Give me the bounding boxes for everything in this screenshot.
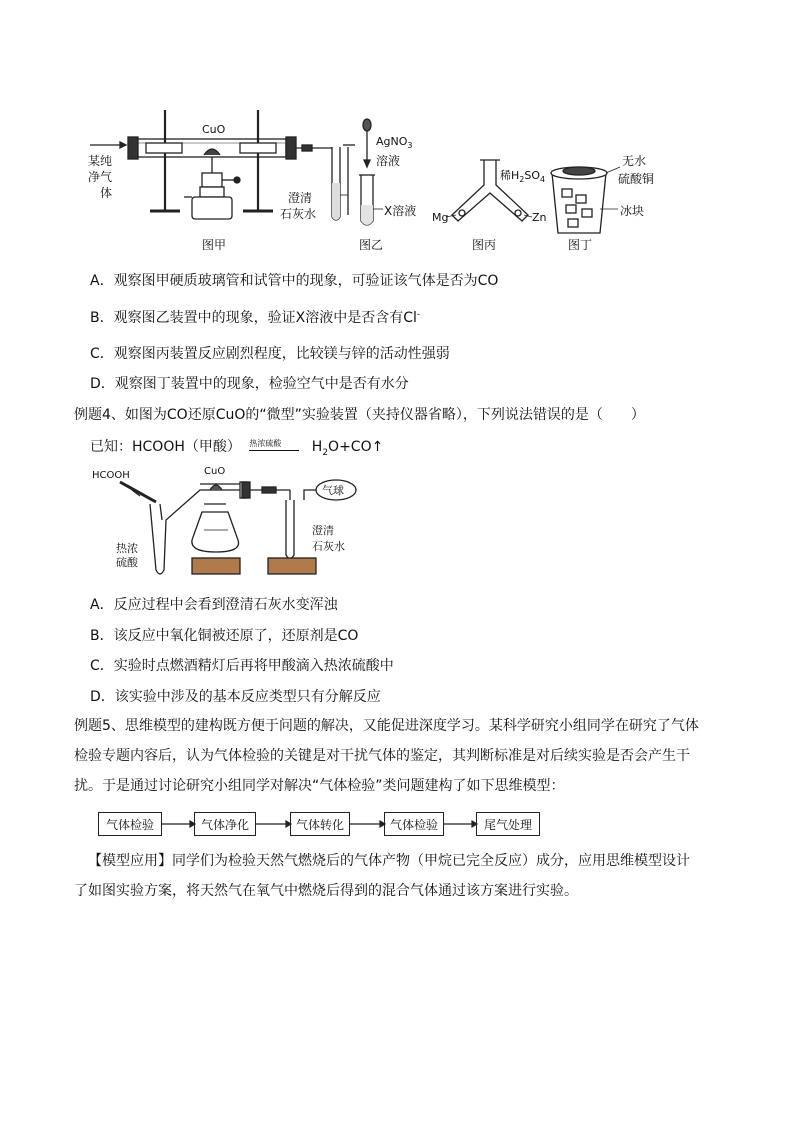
fig2-label-limewater-1: 澄清: [312, 524, 334, 537]
q3-option-b-text: B．观察图乙装置中的现象，验证X溶液中是否含有Cl: [90, 310, 417, 326]
label-anhydrous-1: 无水: [622, 154, 647, 168]
q4-known-prefix: 已知：HCOOH（甲酸）: [90, 439, 241, 455]
caption-jia: 图甲: [202, 238, 227, 252]
q4-products-sub: 2: [322, 447, 329, 458]
fig2-label-cuo: CuO: [204, 466, 226, 477]
q4-products-rest: O+CO↑: [328, 439, 384, 455]
q5-application: [74, 846, 744, 906]
q5-application-line-1: 【模型应用】同学们为检验天然气燃烧后的气体产物（甲烷已完全反应）成分，应用思维模型设计: [88, 853, 690, 869]
flow-box-tail-gas: 尾气处理: [476, 812, 540, 836]
fig2-label-balloon: 气球: [322, 484, 344, 497]
q4-condition: 热浓硫酸: [249, 439, 282, 448]
q4-condition-arrow: [249, 439, 299, 451]
fig2-label-hot-acid-2: 硫酸: [116, 556, 138, 569]
figure-ding: [551, 167, 620, 233]
q3-option-d: D．观察图丁装置中的现象，检验空气中是否有水分: [90, 376, 409, 392]
fig2-label-hcooh: HCOOH: [92, 470, 130, 481]
q3-option-b: [90, 307, 420, 327]
q3-option-c: C．观察图丙装置反应剧烈程度，比较镁与锌的活动性强弱: [90, 346, 450, 362]
label-dilute-h2so4: 稀$H_2SO_4$: [500, 169, 546, 184]
q4-option-d: D．该实验中涉及的基本反应类型只有分解反应: [90, 689, 381, 705]
q5-stem: [74, 711, 734, 801]
label-agno3: AgNO$_3$: [376, 135, 413, 150]
label-gas-1: 某纯: [88, 154, 113, 168]
flow-arrows: [0, 812, 794, 838]
q4-stem: 例题4、如图为CO还原CuO的“微型”实验装置（夹持仪器省略），下列说法错误的是（ ）: [74, 407, 645, 423]
label-anhydrous-2: 硫酸铜: [618, 172, 655, 186]
q4-option-c: C．实验时点燃酒精灯后再将甲酸滴入热浓硫酸中: [90, 658, 394, 674]
fig2-label-limewater-2: 石灰水: [312, 540, 345, 553]
q5-stem-line-3: 扰。于是通过讨论研究小组同学对解决“气体检验”类问题建构了如下思维模型：: [74, 778, 565, 794]
q4-products: H: [311, 439, 323, 455]
q5-stem-line-1: 例题5、思维模型的建构既方便于问题的解决，又能促进深度学习。某科学研究小组同学在研究了气体: [74, 718, 699, 734]
flow-box-gas-test-1: 气体检验: [98, 812, 162, 836]
q3-option-b-sup: -: [416, 309, 421, 320]
label-zn: Zn: [532, 211, 547, 224]
label-limewater-1: 澄清: [288, 191, 313, 205]
label-gas-3: 体: [100, 186, 113, 200]
q4-option-b: B．该反应中氧化铜被还原了，还原剂是CO: [90, 628, 359, 644]
fig2-label-hot-acid-1: 热浓: [116, 542, 138, 555]
flow-box-gas-test-2: 气体检验: [384, 812, 444, 836]
label-limewater-2: 石灰水: [280, 207, 317, 221]
q5-stem-line-2: 检验专题内容后，认为气体检验的关键是对干扰气体的鉴定，其判断标准是对后续实验是否会产生干: [74, 748, 690, 764]
q5-application-line-2: 了如图实验方案，将天然气在氧气中燃烧后得到的混合气体通过该方案进行实验。: [74, 883, 578, 899]
caption-yi: 图乙: [359, 238, 384, 252]
q4-option-a: A．反应过程中会看到澄清石灰水变浑浊: [90, 597, 338, 613]
flow-box-gas-purify: 气体净化: [194, 812, 256, 836]
q3-option-a: A．观察图甲硬质玻璃管和试管中的现象，可验证该气体是否为CO: [90, 273, 499, 289]
label-ice: 冰块: [620, 204, 645, 218]
label-gas-2: 净气: [88, 170, 113, 184]
apparatus-figure-1: [80, 105, 680, 255]
caption-bing: 图丙: [472, 238, 497, 252]
label-solution: 溶液: [376, 154, 401, 168]
apparatus-figure-2: [80, 460, 380, 585]
label-cuo: CuO: [202, 123, 226, 136]
flow-box-gas-convert: 气体转化: [290, 812, 350, 836]
q4-known: [90, 436, 383, 458]
label-mg: Mg: [432, 211, 449, 224]
caption-ding: 图丁: [568, 238, 593, 252]
label-x-solution: X溶液: [384, 204, 417, 218]
